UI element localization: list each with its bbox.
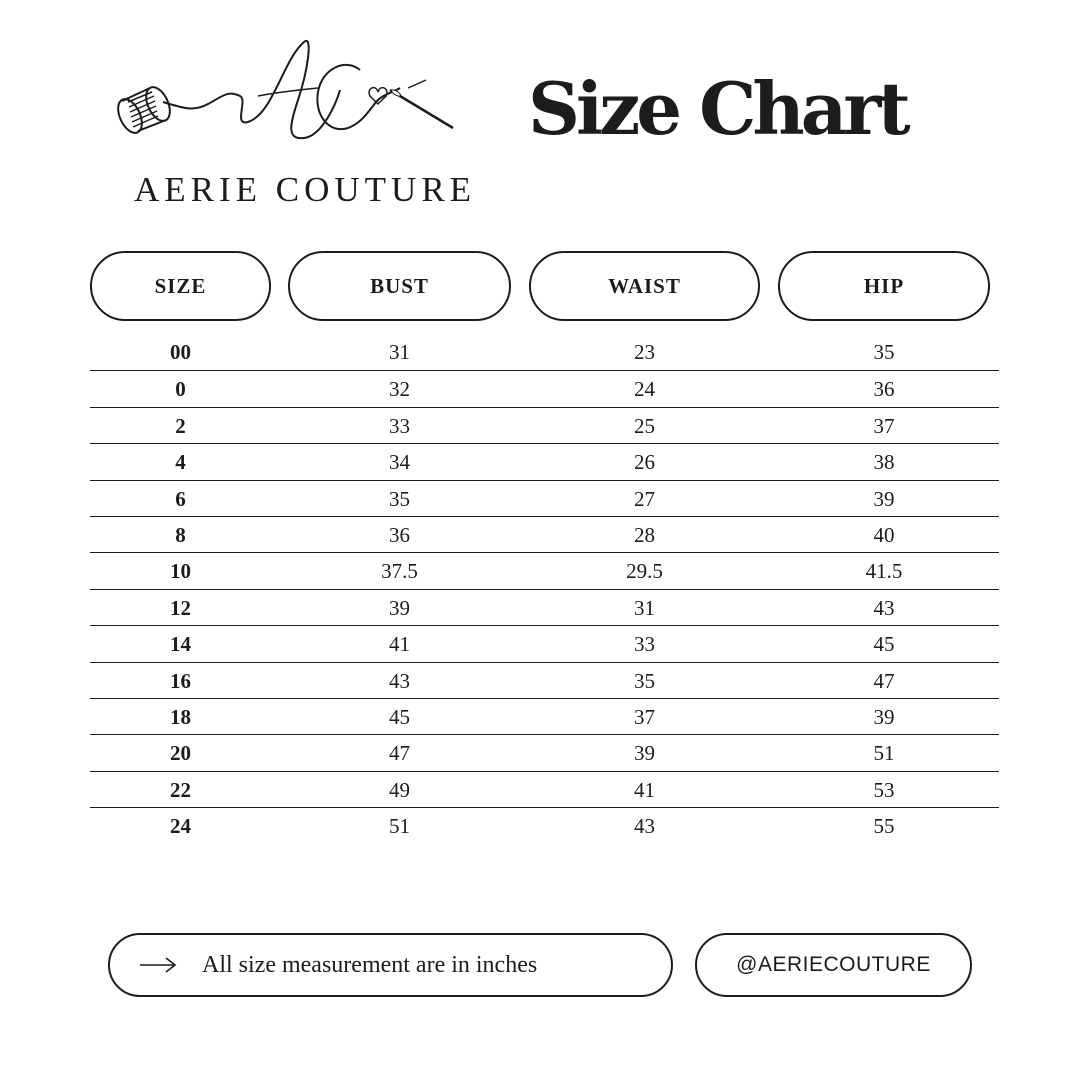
cell-waist: 29.5 — [626, 559, 663, 584]
cell-hip: 53 — [873, 777, 895, 802]
cell-bust: 36 — [389, 522, 410, 547]
cell-hip: 39 — [873, 486, 895, 511]
cell-size: 12 — [170, 595, 191, 620]
cell-hip: 55 — [873, 814, 895, 839]
cell-bust: 47 — [389, 741, 410, 766]
cell-bust: 45 — [389, 704, 410, 729]
cell-waist: 24 — [634, 377, 655, 402]
table-row — [90, 552, 999, 588]
table-row — [90, 516, 999, 552]
cell-hip: 47 — [873, 668, 895, 693]
cell-waist: 41 — [634, 777, 655, 802]
cell-size: 18 — [170, 704, 191, 729]
table-row — [90, 407, 999, 443]
cell-size: 20 — [170, 741, 191, 766]
cell-size: 10 — [170, 559, 191, 584]
logo-artwork — [108, 30, 468, 180]
table-row — [90, 807, 999, 843]
cell-bust: 33 — [389, 413, 410, 438]
cell-hip: 39 — [873, 704, 895, 729]
measurement-note — [108, 933, 673, 997]
table-row — [90, 698, 999, 734]
cell-hip: 37 — [873, 413, 895, 438]
cell-waist: 26 — [634, 450, 655, 475]
cell-waist: 28 — [634, 522, 655, 547]
cell-bust: 41 — [389, 632, 410, 657]
cell-bust: 37.5 — [381, 559, 418, 584]
cell-waist: 43 — [634, 814, 655, 839]
cell-hip: 35 — [873, 340, 895, 364]
cell-size: 14 — [170, 632, 191, 657]
cell-bust: 49 — [389, 777, 410, 802]
brand-logo — [108, 30, 477, 220]
cell-hip: 38 — [873, 450, 895, 475]
cell-waist: 37 — [634, 704, 655, 729]
cell-bust: 31 — [389, 340, 410, 364]
page-title: Size Chart — [528, 66, 907, 151]
cell-size: 22 — [170, 777, 191, 802]
cell-size: 2 — [175, 413, 186, 438]
cell-hip: 40 — [873, 522, 895, 547]
table-row — [90, 734, 999, 770]
thread-spool-icon — [113, 83, 174, 136]
table-row — [90, 480, 999, 516]
cell-bust: 39 — [389, 595, 410, 620]
cell-bust: 35 — [389, 486, 410, 511]
cell-hip: 41.5 — [865, 559, 903, 584]
table-row — [90, 625, 999, 661]
header-hip: HIP — [778, 251, 990, 321]
cell-waist: 31 — [634, 595, 655, 620]
table-row — [90, 771, 999, 807]
table-row — [90, 334, 999, 370]
arrow-right-icon — [138, 955, 178, 975]
cell-waist: 25 — [634, 413, 655, 438]
header-waist: WAIST — [529, 251, 760, 321]
cell-size: 16 — [170, 668, 191, 693]
cell-hip: 45 — [873, 632, 895, 657]
brand-name: AERIE COUTURE — [134, 170, 477, 209]
table-row — [90, 662, 999, 698]
cell-size: 8 — [175, 522, 186, 547]
cell-waist: 23 — [634, 340, 655, 364]
cell-waist: 27 — [634, 486, 655, 511]
note-text: All size measurement are in inches — [202, 951, 538, 978]
cell-hip: 51 — [873, 741, 895, 766]
cell-size: 24 — [170, 814, 191, 839]
social-handle[interactable]: @AERIECOUTURE — [695, 933, 972, 997]
table-row — [90, 370, 999, 406]
cell-bust: 51 — [389, 814, 410, 839]
table-row — [90, 589, 999, 625]
cell-waist: 35 — [634, 668, 655, 693]
size-table — [90, 334, 999, 843]
cell-size: 4 — [175, 450, 186, 475]
cell-hip: 43 — [873, 595, 895, 620]
cell-size: 6 — [175, 486, 186, 511]
cell-size: 0 — [175, 377, 186, 402]
cell-size: 00 — [170, 340, 191, 364]
cell-waist: 39 — [634, 741, 655, 766]
cell-bust: 43 — [389, 668, 410, 693]
cell-hip: 36 — [873, 377, 895, 402]
table-row — [90, 443, 999, 479]
cell-bust: 34 — [389, 450, 410, 475]
header-bust: BUST — [288, 251, 511, 321]
cell-bust: 32 — [389, 377, 410, 402]
header-size: SIZE — [90, 251, 271, 321]
cell-waist: 33 — [634, 632, 655, 657]
